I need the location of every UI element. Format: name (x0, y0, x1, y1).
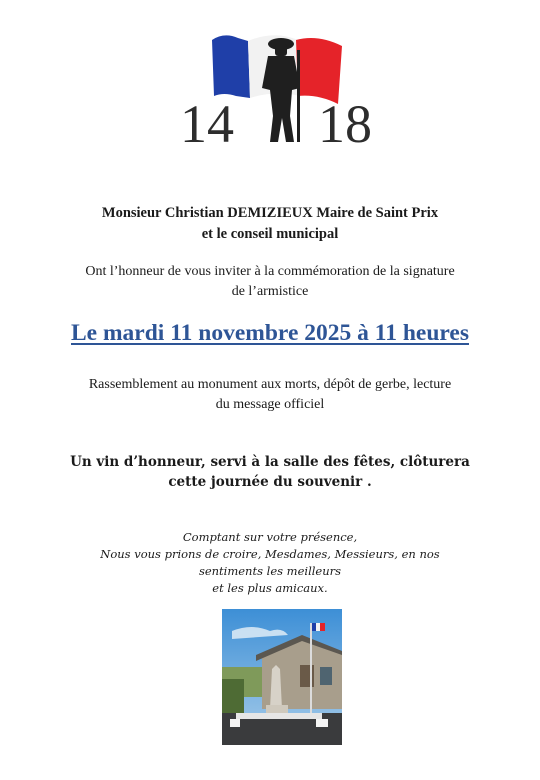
closing-line-2: Nous vous prions de croire, Mesdames, Messieurs, en nos (100, 547, 440, 561)
mayor-name: Monsieur Christian DEMIZIEUX Maire de Saint Prix (101, 205, 439, 221)
program-line-1: Rassemblement au monument aux morts, dépôt de gerbe, lecture (88, 377, 452, 392)
council-name: et le conseil municipal (201, 226, 339, 242)
reception-line-2: cette journée du souvenir . (168, 474, 372, 490)
invitation-line-2: de l’armistice (231, 284, 309, 299)
closing-line-1: Comptant sur votre présence, (182, 530, 358, 544)
event-date: Le mardi 11 novembre 2025 à 11 heures (71, 320, 469, 346)
program-line-2: du message officiel (215, 397, 325, 412)
reception-line-1: Un vin d’honneur, servi à la salle des fêtes, clôturera (70, 454, 470, 470)
invitation-line-1: Ont l’honneur de vous inviter à la commémoration de la signature (85, 264, 455, 279)
logo-year-right: 18 (318, 94, 372, 148)
logo-14-18 (178, 26, 388, 148)
war-memorial-photo (222, 609, 342, 745)
closing-line-3: sentiments les meilleurs (198, 564, 342, 578)
closing-line-4: et les plus amicaux. (212, 581, 328, 595)
logo-year-left: 14 (180, 94, 234, 148)
